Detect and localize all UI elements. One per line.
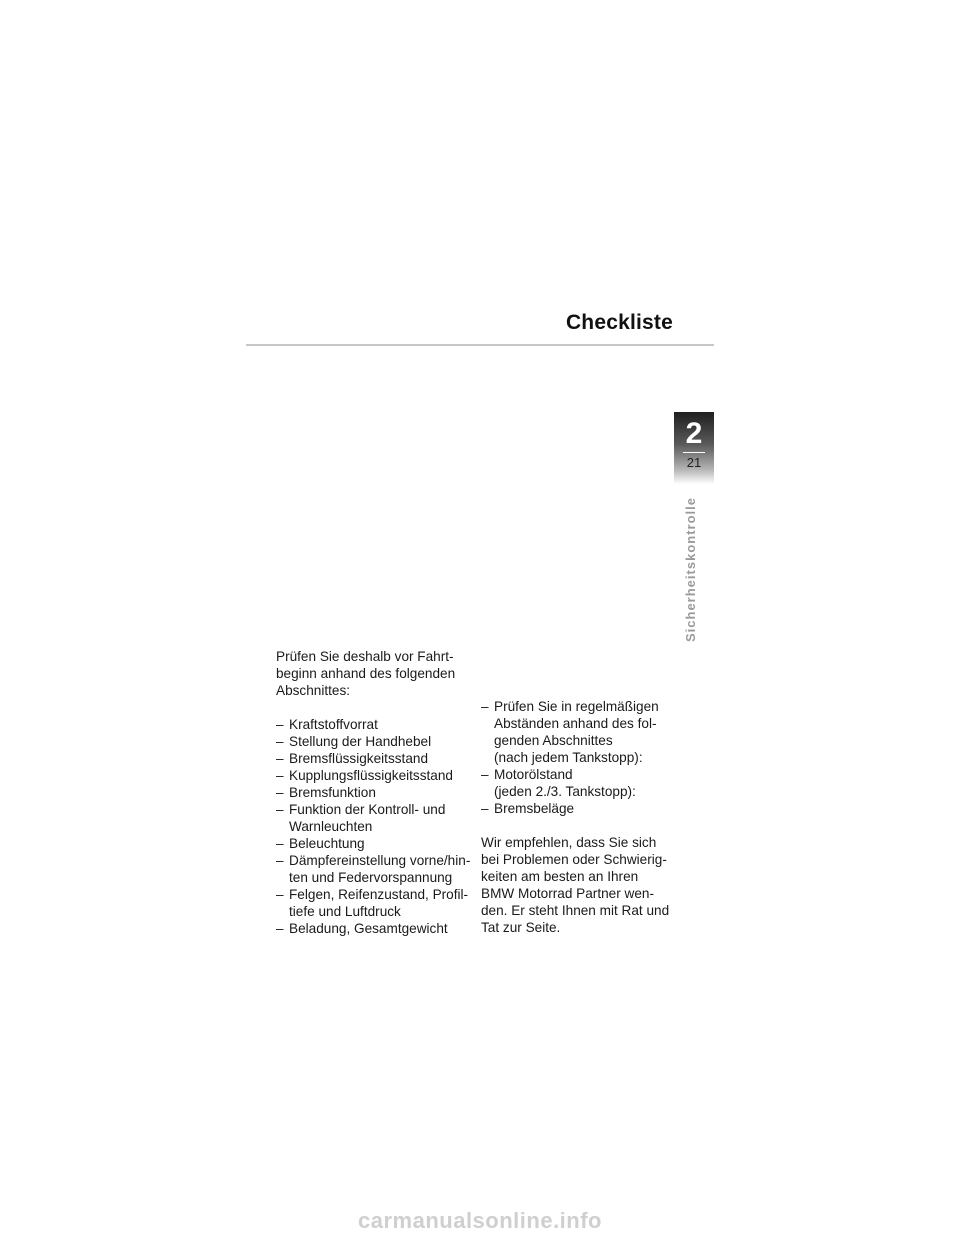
list-item: – Funktion der Kontroll- und Warnleuchten [276, 801, 476, 835]
left-column [276, 648, 476, 937]
right-column [481, 698, 681, 936]
list-item: – Stellung der Handhebel [276, 733, 476, 750]
intro-paragraph: Prüfen Sie deshalb vor Fahrt- beginn anhand des folgenden Abschnittes: [276, 649, 456, 698]
page-title: Checkliste [565, 311, 673, 334]
list-item: – Kraftstoffvorrat [276, 716, 476, 733]
recommendation-paragraph: Wir empfehlen, dass Sie sich bei Problemen oder Schwierig- keiten am besten an Ihren BMW Motorrad Partner wen- den. Er steht Ihnen mit Rat und Tat zur Seite. [481, 835, 670, 935]
list-item: – Bremsbeläge [481, 800, 681, 817]
list-item: – Kupplungsflüssigkeitsstand [276, 767, 476, 784]
list-item: – Bremsflüssigkeitsstand [276, 750, 476, 767]
checklist-regular [481, 698, 681, 817]
list-item: – Bremsfunktion [276, 784, 476, 801]
page-number: 21 [686, 455, 702, 470]
watermark: carmanualsonline.info [358, 1208, 602, 1233]
list-item: – Prüfen Sie in regelmäßigen Abständen anhand des fol- genden Abschnittes (nach jedem Tankstopp): [481, 698, 681, 766]
title-rule [246, 344, 714, 346]
chapter-divider [683, 452, 705, 453]
checklist-before-ride [276, 716, 476, 937]
chapter-tab [674, 412, 714, 484]
list-item: – Beleuchtung [276, 835, 476, 852]
list-item: – Felgen, Reifenzustand, Profil- tiefe und Luftdruck [276, 886, 476, 920]
list-item: – Dämpfereinstellung vorne/hin- ten und Federvorspannung [276, 852, 476, 886]
section-side-label: Sicherheitskontrolle [683, 497, 698, 642]
chapter-number: 2 [685, 417, 703, 450]
list-item: – Beladung, Gesamtgewicht [276, 920, 476, 937]
list-item: – Motorölstand (jeden 2./3. Tankstopp): [481, 766, 681, 800]
